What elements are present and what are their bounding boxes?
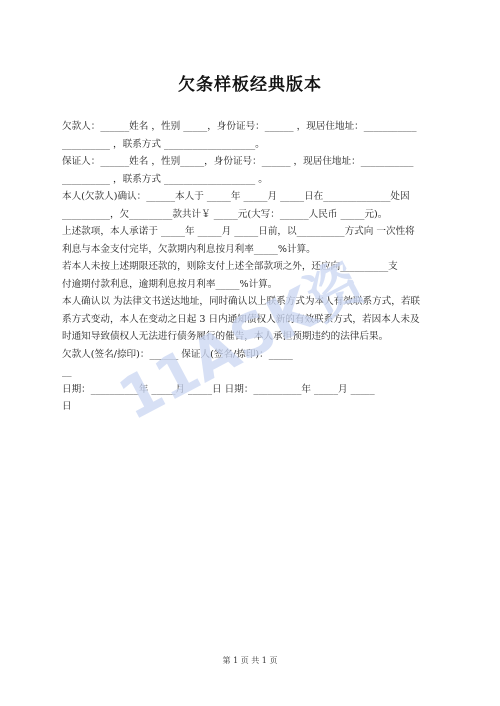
body-line: 系方式变动，本人在变动之日起 3 日内通知债权人新的有效联系方式，若因本人未及 (62, 313, 420, 325)
document-title: 欠条样板经典版本 (178, 75, 322, 95)
watermark-mark: 11ASK资料 (107, 244, 376, 434)
body-line: __________ ，联系方式 ___________________ 。 (62, 173, 268, 185)
signature-line-continued: __ (62, 366, 72, 377)
body-line: 本人确认以 为法律文书送达地址，同时确认以上联系方式为本人有效联系方式，若联 (62, 296, 421, 307)
body-line: 利息与本金支付完毕，欠款期内利息按月利率_____%计算。 (62, 243, 316, 255)
body-line: __________ ，联系方式 ___________________。 (62, 138, 265, 150)
document-body (62, 118, 442, 416)
date-line-continued: 日 (62, 401, 72, 412)
body-line: 保证人：______姓名 ，性别_____，身份证号：______ ，现居住地址：___________ (62, 156, 414, 167)
page-number: 第 1 页 共 1 页 (222, 656, 278, 665)
signature-line: 欠款人(签名/捺印)：______ 保证人(签名/捺印)：_____ (62, 348, 293, 360)
body-line: 欠款人：______姓名 ，性别 _____，身份证号：______ ，现居住地址：___________ (62, 121, 417, 132)
body-line: 本人(欠款人)确认：______本人于 _____年 _____月 _____日在______________处因 (62, 191, 410, 202)
date-line: 日期：__________年 _____月 _____日 日期：__________年 _____月 _____ (62, 383, 375, 395)
body-line: __________，欠_________款共计￥ _____元(大写：______人民币 _____元)。 (62, 208, 388, 220)
body-line: 时通知导致债权人无法进行债务履行的催告，本人承担预期违约的法律后果。 (62, 331, 389, 342)
body-line: 上述款项，本人承诺于 _____年 _____月 _____日前，以__________方式向 一次性将 (62, 226, 415, 237)
body-line: 若本人未按上述期限还款的，则除支付上述全部款项之外，还应向__________支 (62, 261, 398, 272)
body-line: 付逾期付款利息，逾期利息按月利率_____%计算。 (62, 278, 278, 290)
